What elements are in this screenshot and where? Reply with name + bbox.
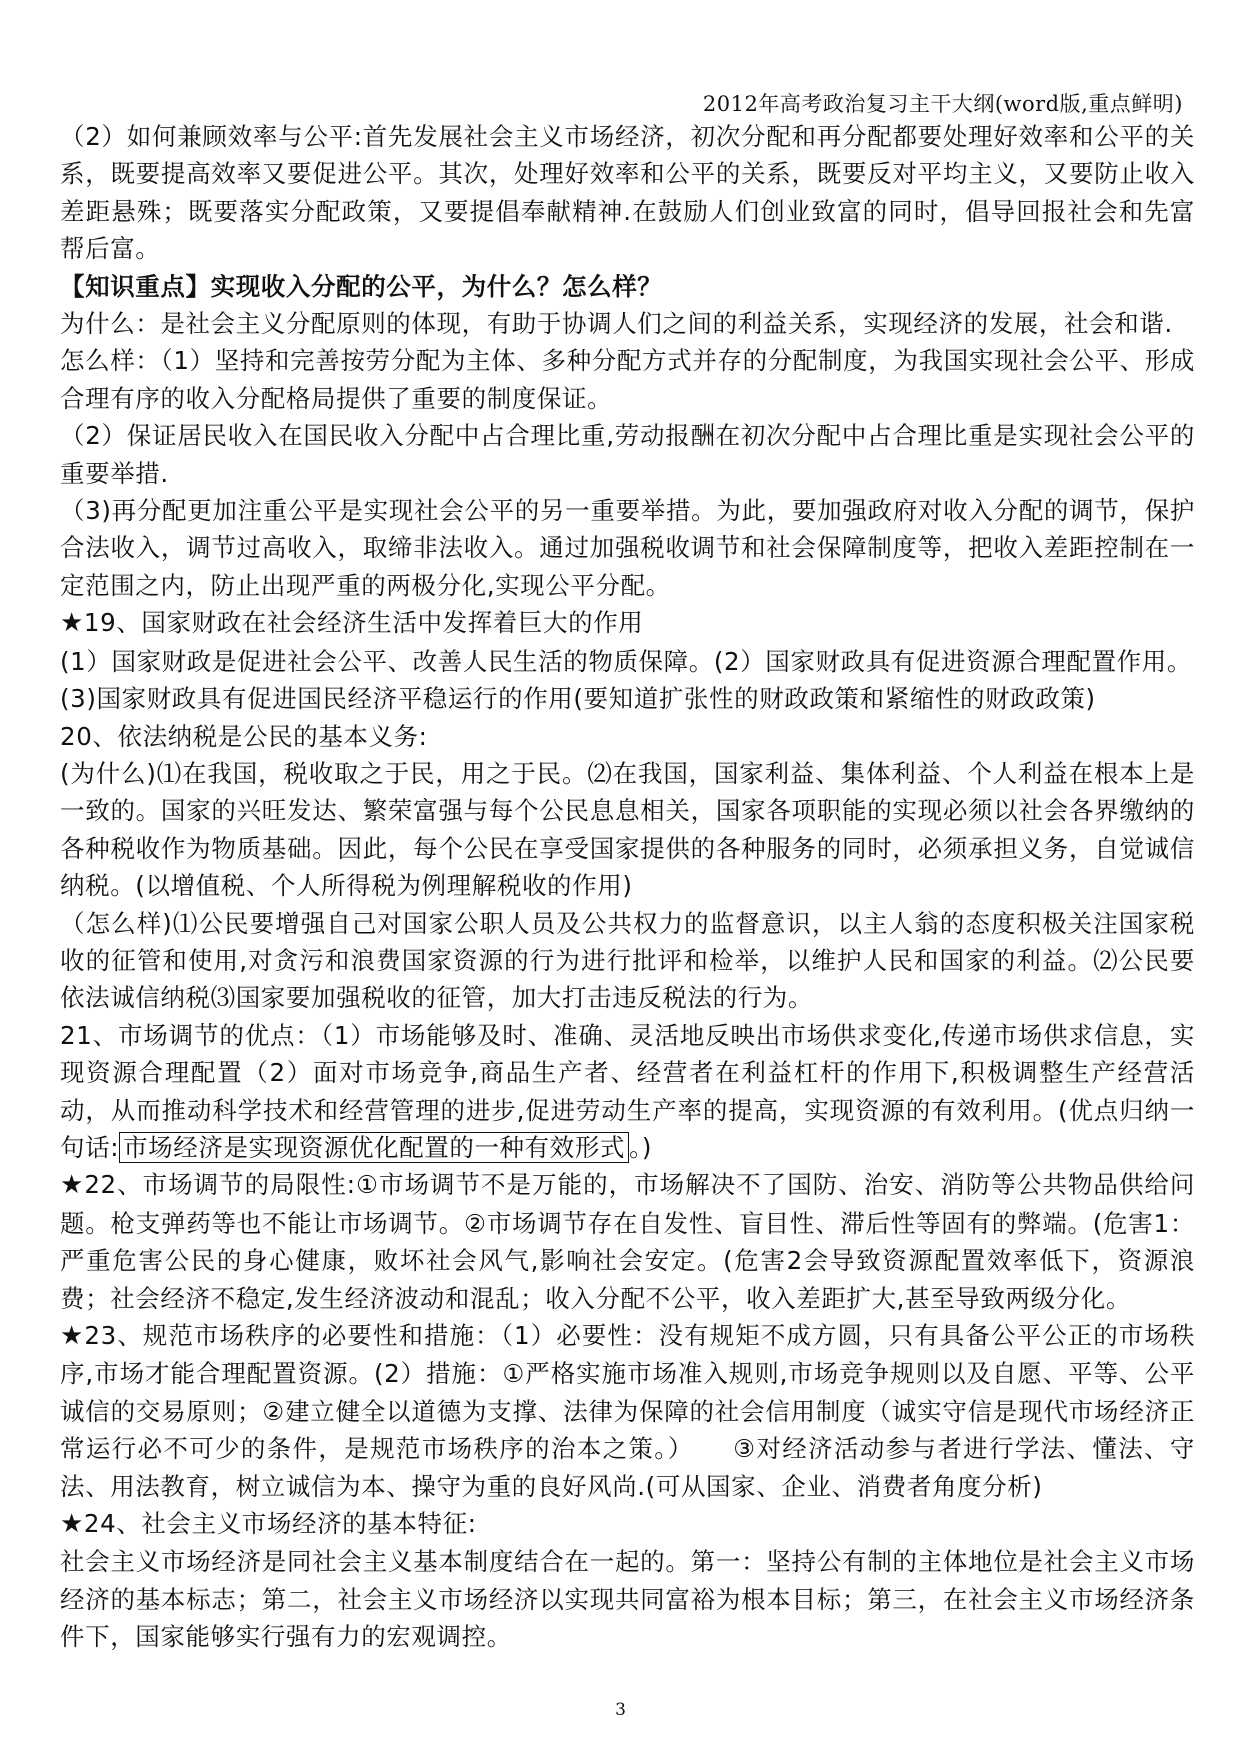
section-23-paragraph xyxy=(60,1317,1195,1505)
star-icon: ★ xyxy=(60,1321,85,1351)
section-19-title: 19、国家财政在社会经济生活中发挥着巨大的作用 xyxy=(83,608,644,638)
page-number: 3 xyxy=(615,1700,626,1720)
paragraph-finance-1: (1）国家财政是促进社会公平、改善人民生活的物质保障。(2）国家财政具有促进资源合理配置作用。 xyxy=(60,646,1192,676)
paragraph-how-2: （2）保证居民收入在国民收入分配中占合理比重,劳动报酬在初次分配中占合理比重是实现社会公平的重要举措. xyxy=(60,421,1195,488)
paragraph-tax-how: （怎么样)⑴公民要增强自己对国家公职人员及公共权力的监督意识，以主人翁的态度积极关注国家税收的征管和使用,对贪污和浪费国家资源的行为进行批评和检举，以维护人民和国家的利益。⑵公民要依法诚信纳税⑶国家要加强税收的征管，加大打击违反税法的行为。 xyxy=(60,908,1195,1013)
key-point-heading: 【知识重点】实现收入分配的公平，为什么？怎么样？ xyxy=(60,271,663,301)
running-header: 2012年高考政治复习主干大纲(word版,重点鲜明) xyxy=(702,92,1183,116)
paragraph-how-1: 怎么样：（1）坚持和完善按劳分配为主体、多种分配方式并存的分配制度，为我国实现社会公平、形成合理有序的收入分配格局提供了重要的制度保证。 xyxy=(60,346,1195,413)
boxed-summary: 市场经济是实现资源优化配置的一种有效形式 xyxy=(119,1132,629,1163)
section-24-heading xyxy=(60,1505,1195,1543)
section-24-title: 24、社会主义市场经济的基本特征: xyxy=(83,1509,477,1539)
paragraph-tax-why: (为什么)⑴在我国，税收取之于民，用之于民。⑵在我国，国家利益、集体利益、个人利益在根本上是一致的。国家的兴旺发达、繁荣富强与每个公民息息相关，国家各项职能的实现必须以社会各界缴纳的各种税收作为物质基础。因此，每个公民在享受国家提供的各种服务的同时，必须承担义务，自觉诚信纳税。(以增值税、个人所得税为例理解税收的作用) xyxy=(60,758,1195,901)
section-19-heading xyxy=(60,604,1195,642)
paragraph-efficiency-fairness: （2）如何兼顾效率与公平:首先发展社会主义市场经济，初次分配和再分配都要处理好效率和公平的关系，既要提高效率又要促进公平。其次，处理好效率和公平的关系，既要反对平均主义，又要防止收入差距悬殊；既要落实分配政策，又要提倡奉献精神.在鼓励人们创业致富的同时，倡导回报社会和先富帮后富。 xyxy=(60,122,1195,264)
star-icon: ★ xyxy=(60,1509,84,1540)
paragraph-how-3: （3)再分配更加注重公平是实现社会公平的另一重要举措。为此，要加强政府对收入分配的调节，保护合法收入，调节过高收入，取缔非法收入。通过加强税收调节和社会保障制度等，把收入差距控制在一定范围之内，防止出现严重的两极分化,实现公平分配。 xyxy=(60,496,1195,600)
section-21-end: 。) xyxy=(629,1132,653,1162)
section-23-text: 23、规范市场秩序的必要性和措施：（1）必要性：没有规矩不成方圆，只有具备公平公正的市场秩序,市场才能合理配置资源。(2）措施：①严格实施市场准入规则,市场竞争规则以及自愿、平等、公平诚信的交易原则；②建立健全以道德为支撑、法律为保障的社会信用制度（诚实守信是现代市场经济正常运行必不可少的条件，是规范市场秩序的治本之策。） ③对经济活动参与者进行学法、懂法、守法、用法教育，树立诚信为本、操守为重的良好风尚.(可从国家、企业、消费者角度分析) xyxy=(60,1321,1195,1501)
star-icon: ★ xyxy=(60,608,84,639)
paragraph-finance-2: (3)国家财政具有促进国民经济平稳运行的作用(要知道扩张性的财政政策和紧缩性的财政政策) xyxy=(60,684,1096,714)
section-21-paragraph xyxy=(60,1017,1195,1167)
section-21-text: 21、市场调节的优点：（1）市场能够及时、准确、灵活地反映出市场供求变化,传递市场供求信息，实现资源合理配置（2）面对市场竞争,商品生产者、经营者在利益杠杆的作用下,积极调整生产经营活动，从而推动科学技术和经营管理的进步,促进劳动生产率的提高，实现资源的有效利用。(优点归纳一句话: xyxy=(60,1020,1195,1162)
paragraph-market-economy-features: 社会主义市场经济是同社会主义基本制度结合在一起的。第一：坚持公有制的主体地位是社会主义市场经济的基本标志；第二，社会主义市场经济以实现共同富裕为根本目标；第三，在社会主义市场经济条件下，国家能够实行强有力的宏观调控。 xyxy=(60,1547,1195,1652)
section-22-text: 22、市场调节的局限性:①市场调节不是万能的，市场解决不了国防、治安、消防等公共物品供给问题。枪支弹药等也不能让市场调节。②市场调节存在自发性、盲目性、滞后性等固有的弊端。(危害1：严重危害公民的身心健康，败坏社会风气,影响社会安定。(危害2会导致资源配置效率低下，资源浪费；社会经济不稳定,发生经济波动和混乱；收入分配不公平，收入差距扩大,甚至导致两级分化。 xyxy=(60,1170,1195,1313)
paragraph-why: 为什么：是社会主义分配原则的体现，有助于协调人们之间的利益关系，实现经济的发展，社会和谐. xyxy=(60,309,1173,339)
document-body xyxy=(60,118,1195,1656)
star-icon: ★ xyxy=(60,1170,85,1201)
section-20-heading: 20、依法纳税是公民的基本义务: xyxy=(60,721,428,751)
section-22-paragraph xyxy=(60,1166,1195,1317)
